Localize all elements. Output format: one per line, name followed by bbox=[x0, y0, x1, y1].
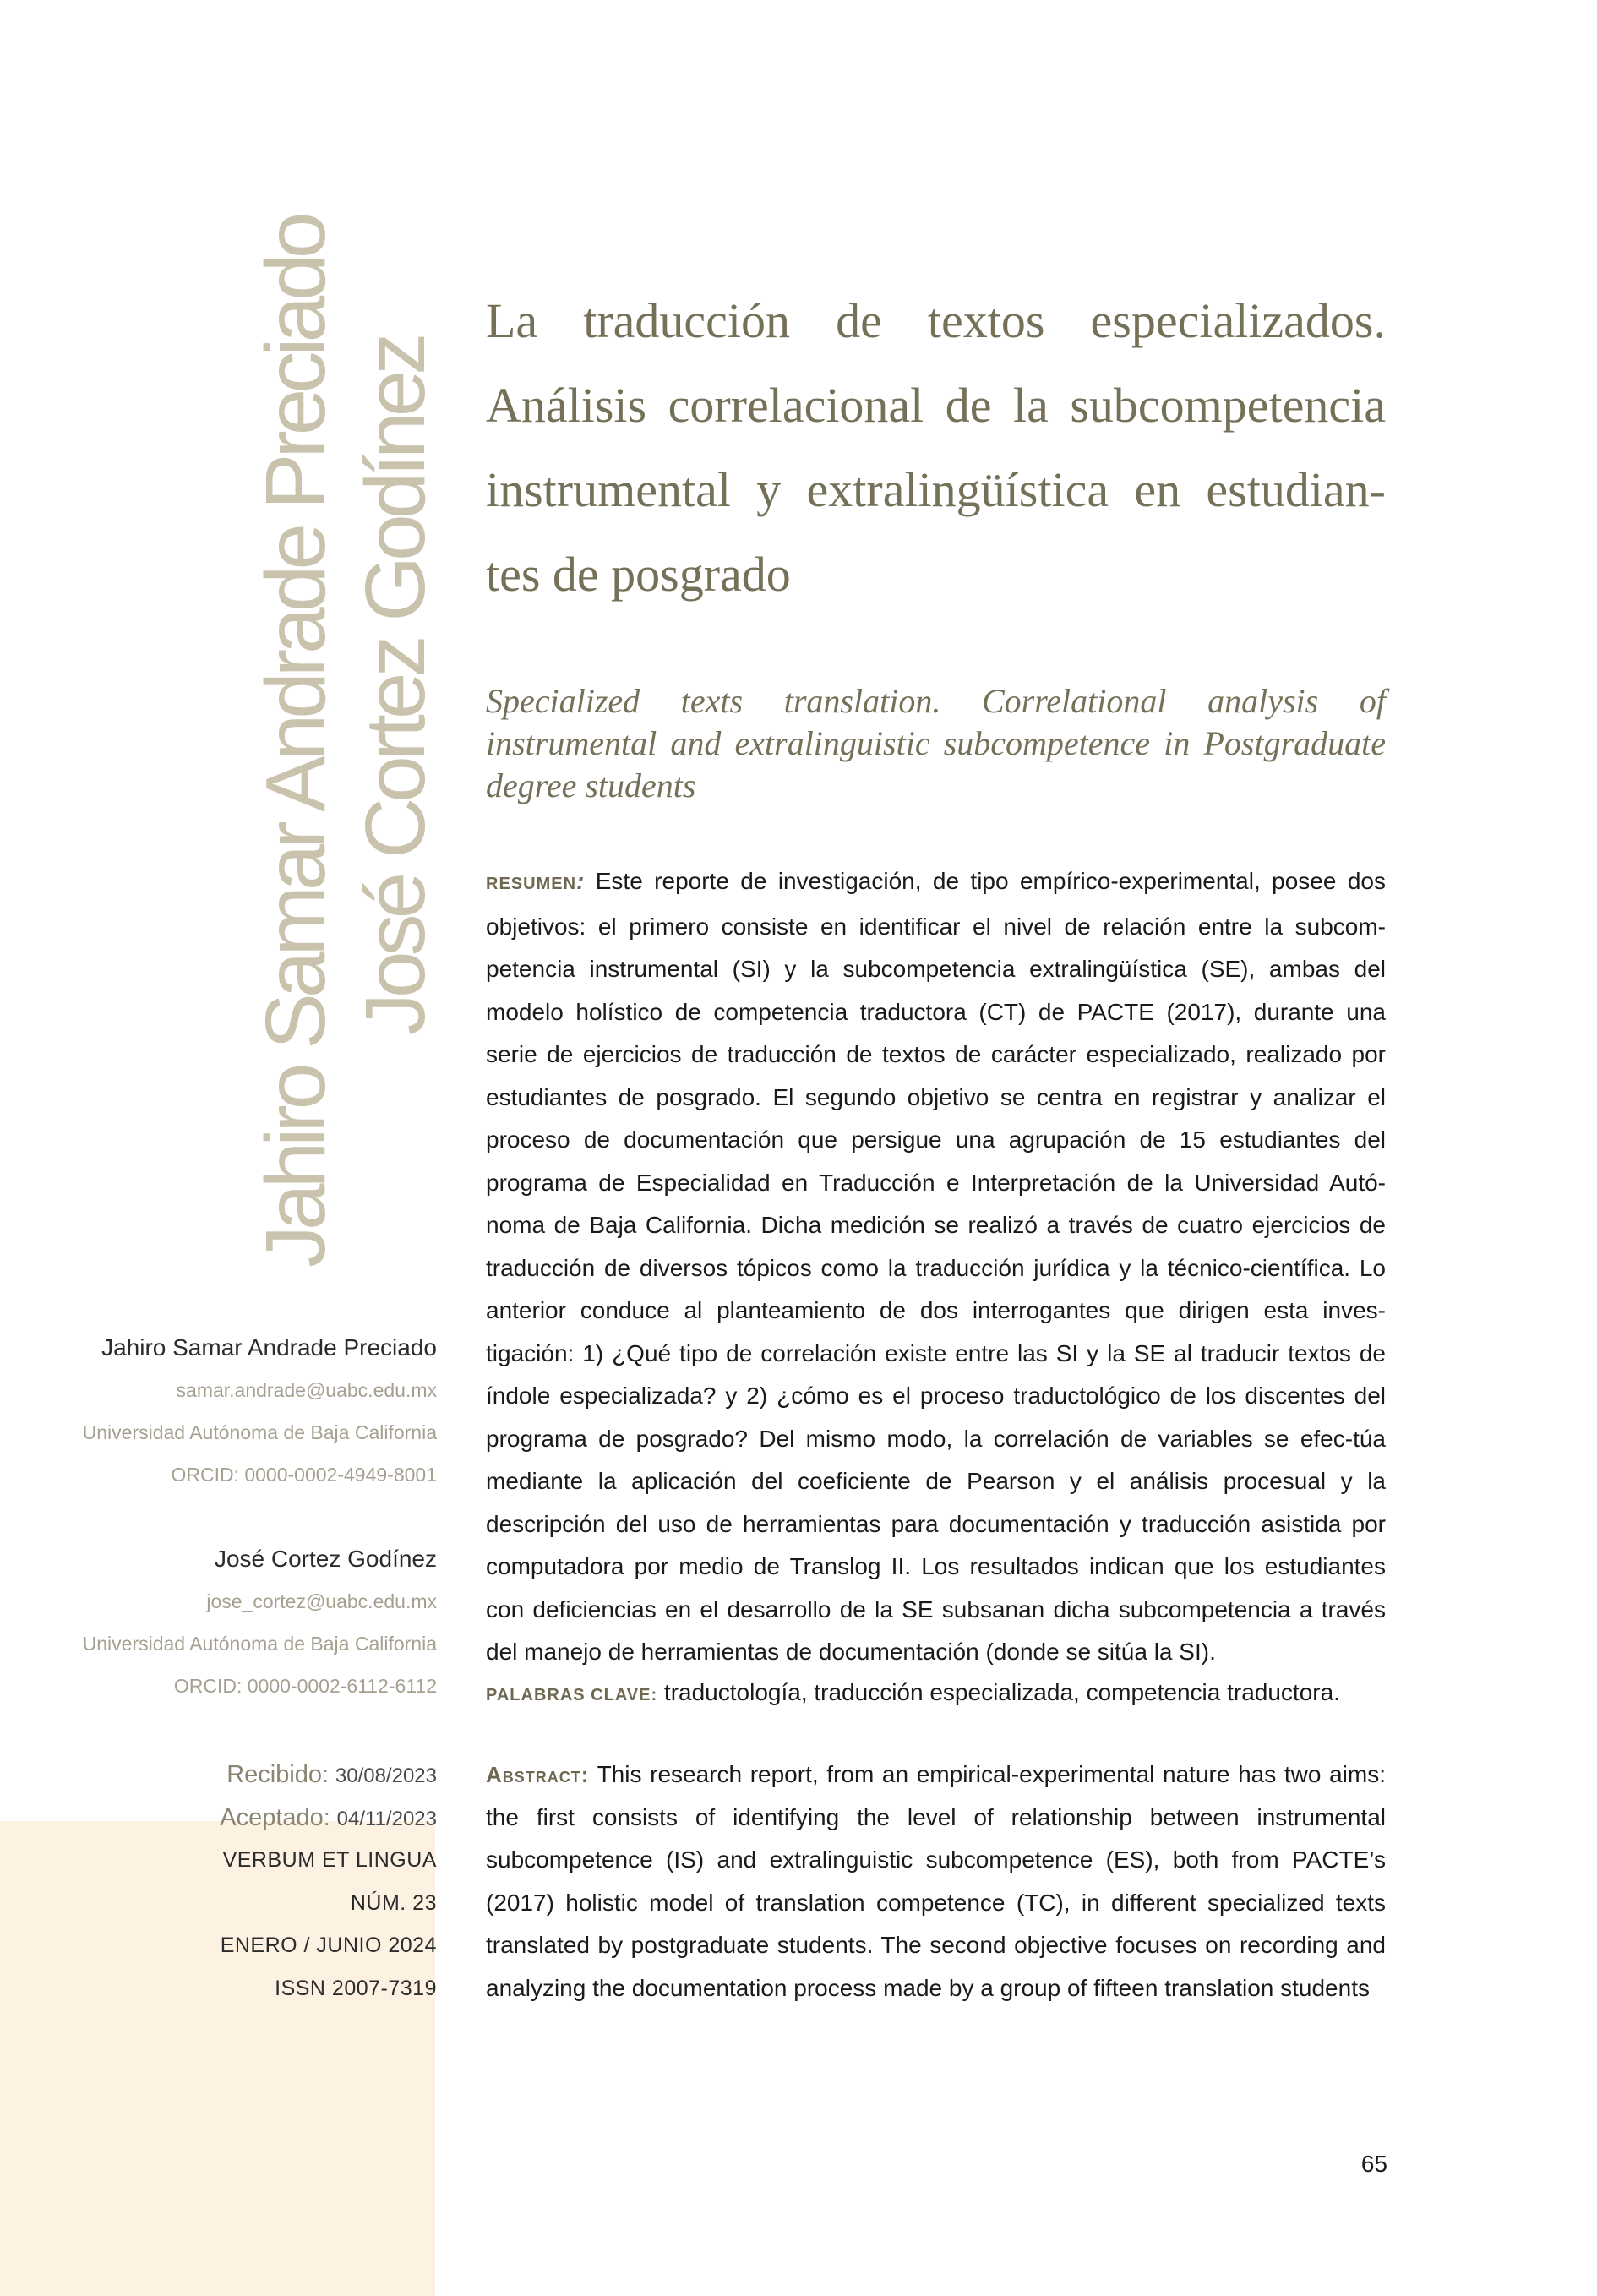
author-name: Jahiro Samar Andrade Preciado bbox=[101, 1334, 437, 1361]
resumen-paragraph bbox=[486, 860, 1386, 1674]
resumen-text: Este reporte de investigación, de tipo empírico-experimental, posee dos objetivos: el primero consiste en identificar el nivel de relación entre la subcom-petencia instrumental (SI) y la subcompetencia extralingüística (SE), ambas del modelo holístico de competencia traductora (CT) de PACTE (2017), durante una serie de ejercicios de traducción de textos de carácter especializado, realizado por estudiantes de posgrado. El segundo objetivo se centra en registrar y analizar el proceso de documentación que persigue una agrupación de 15 estudiantes del programa de Especialidad en Traducción e Interpretación de la Universidad Autó-noma de Baja California. Dicha medición se realizó a través de cuatro ejercicios de traducción de diversos tópicos como la traducción jurídica y la técnico-científica. Lo anterior conduce al planteamiento de dos interrogantes que dirigen esta inves-tigación: 1) ¿Qué tipo de correlación existe entre las SI y la SE al traducir textos de índole especializada? y 2) ¿cómo es el proceso traductológico de los discentes del programa de posgrado? Del mismo modo, la correlación de variables se efec-túa mediante la aplicación del coeficiente de Pearson y el análisis procesual y la descripción del uso de herramientas para documentación y traducción asistida por computadora por medio de Translog II. Los resultados indican que los estudiantes con deficiencias en el desarrollo de la SE subsanan dicha subcompetencia a través del manejo de herramientas de documentación (donde se sitúa la SI). bbox=[486, 868, 1386, 1665]
journal-period: ENERO / JUNIO 2024 bbox=[220, 1933, 437, 1957]
author-email[interactable]: samar.andrade@uabc.edu.mx bbox=[176, 1379, 437, 1401]
author-card-2 bbox=[51, 1538, 437, 1707]
author-institution: Universidad Autónoma de Baja California bbox=[82, 1421, 437, 1443]
accepted-date: 04/11/2023 bbox=[336, 1807, 437, 1830]
accepted-label: Aceptado: bbox=[220, 1803, 330, 1831]
author-institution: Universidad Autónoma de Baja California bbox=[82, 1633, 437, 1655]
keywords-line bbox=[486, 1672, 1386, 1717]
keywords-label: PALABRAS CLAVE: bbox=[486, 1686, 658, 1704]
received-label: Recibido: bbox=[226, 1761, 330, 1788]
abstract-paragraph bbox=[486, 1753, 1386, 2010]
abstract-label: Abstract: bbox=[486, 1762, 590, 1787]
keywords-text: traductología, traducción especializada, competencia traductora. bbox=[657, 1679, 1340, 1705]
accepted-date-line bbox=[51, 1797, 437, 1840]
author-name: José Cortez Godínez bbox=[214, 1546, 437, 1572]
vertical-author-name-2: José Cortez Godínez bbox=[348, 337, 443, 1035]
article-title: La traducción de textos especializados. Análisis correlacional de la subcompetencia instrumental y extralingüística en estudian-tes de posgrado bbox=[486, 293, 1386, 602]
received-date-line bbox=[51, 1753, 437, 1797]
article-subtitle: Specialized texts translation. Correlational analysis of instrumental and extralinguistic subcompetence in Postgraduate degree students bbox=[486, 682, 1386, 804]
author-card-1 bbox=[51, 1327, 437, 1496]
received-date: 30/08/2023 bbox=[335, 1764, 437, 1787]
author-email[interactable]: jose_cortez@uabc.edu.mx bbox=[206, 1590, 437, 1612]
page-number: 65 bbox=[1360, 2151, 1387, 2177]
author-orcid[interactable]: ORCID: 0000-0002-4949-8001 bbox=[171, 1464, 437, 1486]
publication-info bbox=[51, 1753, 437, 2010]
resumen-colon: : bbox=[576, 868, 585, 894]
author-orcid[interactable]: ORCID: 0000-0002-6112-6112 bbox=[173, 1675, 437, 1697]
abstract-text: This research report, from an empirical-experimental nature has two aims: the first consists of identifying the level of relationship between instrumental subcompetence (IS) and extralinguistic subcompetence (ES), both from PACTE’s (2017) holistic model of translation competence (TC), in different specialized texts translated by postgraduate students. The second objective focuses on recording and analyzing the documentation process made by a group of fifteen translation students bbox=[486, 1761, 1386, 2001]
journal-issn: ISSN 2007-7319 bbox=[275, 1976, 437, 2000]
resumen-label: RESUMEN bbox=[486, 875, 577, 893]
journal-issue: NÚM. 23 bbox=[350, 1890, 437, 1915]
journal-name: VERBUM ET LINGUA bbox=[222, 1848, 437, 1872]
vertical-author-name-1: Jahiro Samar Andrade Preciado bbox=[248, 216, 343, 1268]
